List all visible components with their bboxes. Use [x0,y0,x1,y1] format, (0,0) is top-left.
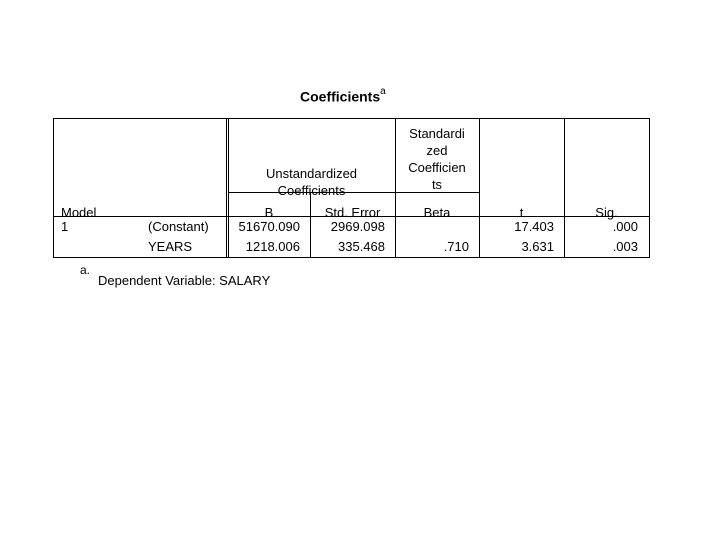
header-standardized-line1: Standardi [409,126,465,141]
cell-sig: .000 [612,219,638,234]
header-standardized-line4: ts [431,177,443,192]
cell-std-error: 335.468 [338,239,385,254]
title-superscript: a [380,86,386,97]
header-standardized-line2: zed [426,143,448,158]
cell-b: 51670.090 [238,219,300,234]
header-unstandardized-line2: Coefficients [277,183,346,198]
header-std-error: Std. Error [324,205,381,220]
header-standardized-line3: Coefficien [408,160,466,175]
table-bottom-border [53,257,650,258]
cell-term: YEARS [148,239,193,254]
cell-term: (Constant) [148,219,209,234]
table-top-border [53,118,650,119]
footnote-mark: a. [80,263,91,277]
col-divider-beta-t [479,118,480,258]
footnote-text: Dependent Variable: SALARY [98,273,271,288]
cell-model: 1 [61,219,69,234]
table-title [300,88,386,105]
coefficients-table [53,118,650,258]
header-beta: Beta [423,205,451,220]
col-divider-t-sig [564,118,565,258]
header-unstandardized-line1: Unstandardized [265,166,358,181]
cell-sig: .003 [612,239,638,254]
header-t: t [519,205,524,220]
table-left-border [53,118,54,258]
cell-t: 17.403 [514,219,554,234]
header-model: Model [61,205,97,220]
header-b: B [264,205,274,220]
cell-t: 3.631 [521,239,554,254]
title-text: Coefficients [300,88,381,105]
table-right-border [649,118,650,258]
cell-b: 1218.006 [245,239,300,254]
header-sig: Sig. [595,205,618,220]
cell-beta: .710 [443,239,469,254]
cell-std-error: 2969.098 [330,219,385,234]
